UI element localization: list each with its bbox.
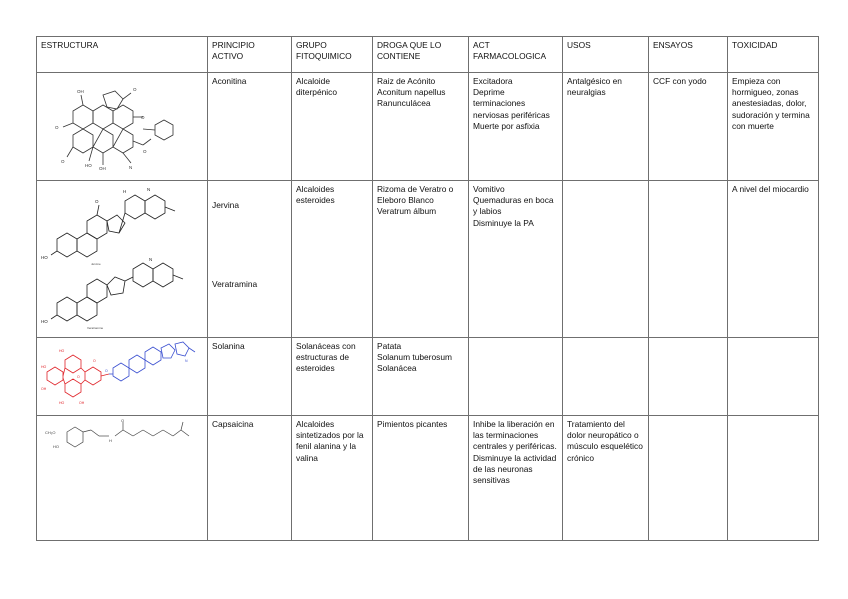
toxicidad-solanina bbox=[728, 338, 819, 416]
table-row-jervina bbox=[37, 181, 819, 338]
jervine-caption: Jervine bbox=[91, 262, 101, 266]
droga-solanina-line: Solanácea bbox=[377, 363, 417, 374]
act-aconitina bbox=[469, 73, 563, 181]
principio-capsaicina: Capsaicina bbox=[208, 416, 292, 541]
svg-text:OH: OH bbox=[79, 401, 85, 405]
toxicidad-jervina: A nivel del miocardio bbox=[728, 181, 819, 338]
act-jervina-line: Vomitivo bbox=[473, 184, 505, 194]
droga-aconitina-line: Ranunculácea bbox=[377, 98, 431, 109]
ensayos-jervina bbox=[649, 181, 728, 338]
svg-text:H: H bbox=[123, 189, 127, 194]
svg-text:O: O bbox=[61, 159, 65, 164]
usos-aconitina: Antalgésico en neuralgias bbox=[563, 73, 649, 181]
principio-jervina bbox=[208, 181, 292, 338]
structure-solanina bbox=[37, 338, 208, 416]
table-row-solanina bbox=[37, 338, 819, 416]
capsaicina-label: H bbox=[109, 438, 112, 443]
svg-text:HO: HO bbox=[59, 349, 65, 353]
svg-text:O: O bbox=[55, 125, 59, 130]
header-ensayos: ENSAYOS bbox=[649, 37, 728, 73]
table-row-capsaicina bbox=[37, 416, 819, 541]
svg-text:OH: OH bbox=[99, 166, 106, 171]
droga-aconitina-line: Raiz de Acónito bbox=[377, 76, 436, 86]
svg-text:O: O bbox=[143, 149, 147, 154]
header-grupo-fitoquimico: GRUPO FITOQUIMICO bbox=[292, 37, 373, 73]
ensayos-solanina bbox=[649, 338, 728, 416]
svg-text:HO: HO bbox=[41, 365, 47, 369]
grupo-aconitina: Alcaloide diterpénico bbox=[292, 73, 373, 181]
droga-capsaicina: Pimientos picantes bbox=[373, 416, 469, 541]
capsaicina-label: O bbox=[121, 418, 125, 423]
table-row-aconitina bbox=[37, 73, 819, 181]
droga-aconitina-line: Aconitum napellus bbox=[377, 87, 446, 98]
act-capsaicina: Inhibe la liberación en las terminaciones centrales y periféricas. Disminuye la actividad de las neuronas sensitivas bbox=[469, 416, 563, 541]
svg-text:N: N bbox=[147, 187, 151, 192]
structure-jervina-veratramina bbox=[37, 181, 208, 338]
ensayos-aconitina: CCF con yodo bbox=[649, 73, 728, 181]
capsaicina-label: HO bbox=[53, 444, 59, 449]
header-principio-activo: PRINCIPIO ACTIVO bbox=[208, 37, 292, 73]
capsaicina-structure-image bbox=[37, 416, 200, 460]
usos-capsaicina: Tratamiento del dolor neuropático o músculo esquelético crónico bbox=[563, 416, 649, 541]
svg-text:HO: HO bbox=[85, 163, 92, 168]
svg-text:O: O bbox=[77, 375, 80, 379]
grupo-solanina: Solanáceas con estructuras de esteroides bbox=[292, 338, 373, 416]
veratramine-caption: Veratramine bbox=[87, 326, 104, 330]
principio-veratramina-label: Veratramina bbox=[212, 279, 258, 289]
svg-text:O: O bbox=[141, 115, 145, 120]
principio-jervina-label: Jervina bbox=[212, 200, 239, 210]
svg-text:OH: OH bbox=[77, 89, 84, 94]
header-act-farmacologica: ACT FARMACOLOGICA bbox=[469, 37, 563, 73]
svg-text:HO: HO bbox=[41, 255, 48, 260]
jervina-veratramina-structure-image bbox=[37, 181, 200, 333]
ensayos-capsaicina bbox=[649, 416, 728, 541]
droga-solanina-line: Solanum tuberosum bbox=[377, 352, 452, 363]
act-jervina bbox=[469, 181, 563, 338]
svg-text:OH: OH bbox=[41, 387, 47, 391]
grupo-jervina: Alcaloides esteroides bbox=[292, 181, 373, 338]
svg-text:N: N bbox=[149, 257, 153, 262]
toxicidad-aconitina: Empieza con hormigueo, zonas anestesiadas, dolor, sudoración y termina con muerte bbox=[728, 73, 819, 181]
aconitina-structure-image bbox=[37, 73, 200, 173]
pharmacology-table bbox=[36, 36, 819, 541]
droga-solanina bbox=[373, 338, 469, 416]
usos-solanina bbox=[563, 338, 649, 416]
act-aconitina-line: Excitadora bbox=[473, 76, 513, 86]
principio-solanina: Solanina bbox=[208, 338, 292, 416]
grupo-capsaicina: Alcaloides sintetizados por la fenil alanina y la valina bbox=[292, 416, 373, 541]
droga-aconitina bbox=[373, 73, 469, 181]
header-droga: DROGA QUE LO CONTIENE bbox=[373, 37, 469, 73]
svg-text:O: O bbox=[95, 199, 99, 204]
svg-text:HO: HO bbox=[59, 401, 65, 405]
toxicidad-capsaicina bbox=[728, 416, 819, 541]
usos-jervina bbox=[563, 181, 649, 338]
act-solanina bbox=[469, 338, 563, 416]
droga-solanina-line: Patata bbox=[377, 341, 402, 351]
svg-text:N: N bbox=[129, 165, 133, 170]
capsaicina-label: CH₃O bbox=[45, 430, 56, 435]
header-estructura: ESTRUCTURA bbox=[37, 37, 208, 73]
act-aconitina-line: Deprime terminaciones nerviosas periféricas bbox=[473, 87, 550, 120]
structure-aconitina bbox=[37, 73, 208, 181]
droga-jervina: Rizoma de Veratro o Eleboro Blanco Veratrum álbum bbox=[373, 181, 469, 338]
act-jervina-line: Disminuye la PA bbox=[473, 217, 534, 228]
svg-text:O: O bbox=[93, 359, 96, 363]
svg-text:HO: HO bbox=[41, 319, 48, 324]
header-usos: USOS bbox=[563, 37, 649, 73]
svg-text:O: O bbox=[133, 87, 137, 92]
act-aconitina-line: Muerte por asfixia bbox=[473, 120, 540, 131]
svg-text:O: O bbox=[105, 369, 108, 373]
solanina-structure-image bbox=[37, 338, 200, 410]
principio-aconitina: Aconitina bbox=[208, 73, 292, 181]
act-jervina-line: Quemaduras en boca y labios bbox=[473, 195, 556, 217]
header-toxicidad: TOXICIDAD bbox=[728, 37, 819, 73]
structure-capsaicina bbox=[37, 416, 208, 541]
header-row bbox=[37, 37, 819, 73]
svg-text:N: N bbox=[185, 359, 188, 363]
